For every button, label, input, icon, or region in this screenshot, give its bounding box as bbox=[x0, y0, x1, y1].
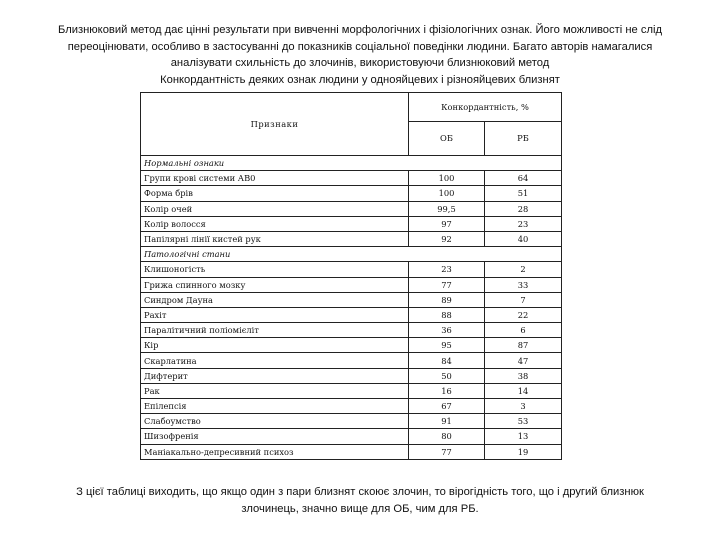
row-ob: 100 bbox=[409, 186, 485, 201]
row-ob: 95 bbox=[409, 338, 485, 353]
intro-line-2: переоцінювати, особливо в застосуванні до показників соціальної поведінки людини. Багато авторів намагалися bbox=[67, 40, 653, 53]
row-rb: 19 bbox=[485, 444, 562, 459]
group-row-pathological bbox=[141, 247, 562, 262]
row-ob: 50 bbox=[409, 368, 485, 383]
row-ob: 67 bbox=[409, 399, 485, 414]
row-rb: 7 bbox=[485, 292, 562, 307]
row-rb: 47 bbox=[485, 353, 562, 368]
row-rb: 40 bbox=[485, 231, 562, 246]
row-ob: 77 bbox=[409, 444, 485, 459]
table-caption: Конкордантність деяких ознак людини у однояйцевих і різнояйцевих близнят bbox=[160, 73, 560, 86]
row-ob: 88 bbox=[409, 307, 485, 322]
table-row bbox=[141, 368, 562, 383]
row-rb: 28 bbox=[485, 201, 562, 216]
intro-line-1: Близнюковий метод дає цінні результати при вивченні морфологічних і фізіологічних ознак. Його можливості не слід bbox=[57, 24, 662, 36]
row-name: Папілярні лінії кистей рук bbox=[141, 231, 409, 246]
row-rb: 2 bbox=[485, 262, 562, 277]
row-rb: 64 bbox=[485, 171, 562, 186]
header-row bbox=[141, 93, 562, 122]
table-row bbox=[141, 429, 562, 444]
row-ob: 99,5 bbox=[409, 201, 485, 216]
row-name: Синдром Дауна bbox=[141, 292, 409, 307]
row-name: Паралітичний поліомієліт bbox=[141, 323, 409, 338]
row-rb: 22 bbox=[485, 307, 562, 322]
table-row bbox=[141, 338, 562, 353]
intro-text bbox=[0, 22, 720, 88]
table-row bbox=[141, 414, 562, 429]
row-rb: 13 bbox=[485, 429, 562, 444]
row-ob: 100 bbox=[409, 171, 485, 186]
row-name: Слабоумство bbox=[141, 414, 409, 429]
header-rb: РБ bbox=[485, 121, 562, 155]
table-row bbox=[141, 186, 562, 201]
row-rb: 53 bbox=[485, 414, 562, 429]
group-label-pathological: Патологічні стани bbox=[141, 247, 562, 262]
row-ob: 92 bbox=[409, 231, 485, 246]
header-ob: ОБ bbox=[409, 121, 485, 155]
group-row-normal bbox=[141, 156, 562, 171]
group-label-normal: Нормальні ознаки bbox=[141, 156, 562, 171]
table-row bbox=[141, 292, 562, 307]
table-row bbox=[141, 353, 562, 368]
row-rb: 23 bbox=[485, 216, 562, 231]
row-name: Форма брів bbox=[141, 186, 409, 201]
row-rb: 6 bbox=[485, 323, 562, 338]
row-name: Колір очей bbox=[141, 201, 409, 216]
row-name: Кір bbox=[141, 338, 409, 353]
row-ob: 97 bbox=[409, 216, 485, 231]
table-row bbox=[141, 262, 562, 277]
row-rb: 87 bbox=[485, 338, 562, 353]
row-ob: 77 bbox=[409, 277, 485, 292]
row-name: Грижа спинного мозку bbox=[141, 277, 409, 292]
row-ob: 23 bbox=[409, 262, 485, 277]
row-name: Групи крові системи АВ0 bbox=[141, 171, 409, 186]
row-rb: 14 bbox=[485, 383, 562, 398]
table-row bbox=[141, 277, 562, 292]
row-ob: 80 bbox=[409, 429, 485, 444]
row-ob: 91 bbox=[409, 414, 485, 429]
row-name: Маніакально-депресивний психоз bbox=[141, 444, 409, 459]
header-feature: Признаки bbox=[141, 93, 409, 156]
row-name: Рак bbox=[141, 383, 409, 398]
row-name: Шизофренія bbox=[141, 429, 409, 444]
row-rb: 3 bbox=[485, 399, 562, 414]
conclusion-line-1: З цієї таблиці виходить, що якщо один з пари близнят скоює злочин, то вірогідність того, що і другий близнюк bbox=[76, 486, 644, 498]
table-row bbox=[141, 216, 562, 231]
row-rb: 51 bbox=[485, 186, 562, 201]
row-name: Епілепсія bbox=[141, 399, 409, 414]
row-rb: 38 bbox=[485, 368, 562, 383]
row-ob: 84 bbox=[409, 353, 485, 368]
table-row bbox=[141, 399, 562, 414]
row-name: Колір волосся bbox=[141, 216, 409, 231]
row-ob: 36 bbox=[409, 323, 485, 338]
table-row bbox=[141, 444, 562, 459]
row-rb: 33 bbox=[485, 277, 562, 292]
row-name: Дифтерит bbox=[141, 368, 409, 383]
header-concordance: Конкордантність, % bbox=[409, 93, 562, 122]
table-row bbox=[141, 171, 562, 186]
row-ob: 89 bbox=[409, 292, 485, 307]
intro-line-3: аналізувати схильність до злочинів, використовуючи близнюковий метод bbox=[170, 57, 550, 70]
table-row bbox=[141, 307, 562, 322]
row-name: Клишоногість bbox=[141, 262, 409, 277]
concordance-table bbox=[140, 92, 562, 460]
conclusion-line-2: злочинець, значно вище для ОБ, чим для РБ. bbox=[241, 503, 479, 515]
row-ob: 16 bbox=[409, 383, 485, 398]
row-name: Скарлатина bbox=[141, 353, 409, 368]
conclusion-text bbox=[0, 484, 720, 518]
table-row bbox=[141, 201, 562, 216]
table-row bbox=[141, 383, 562, 398]
table-row bbox=[141, 323, 562, 338]
row-name: Рахіт bbox=[141, 307, 409, 322]
table-row bbox=[141, 231, 562, 246]
